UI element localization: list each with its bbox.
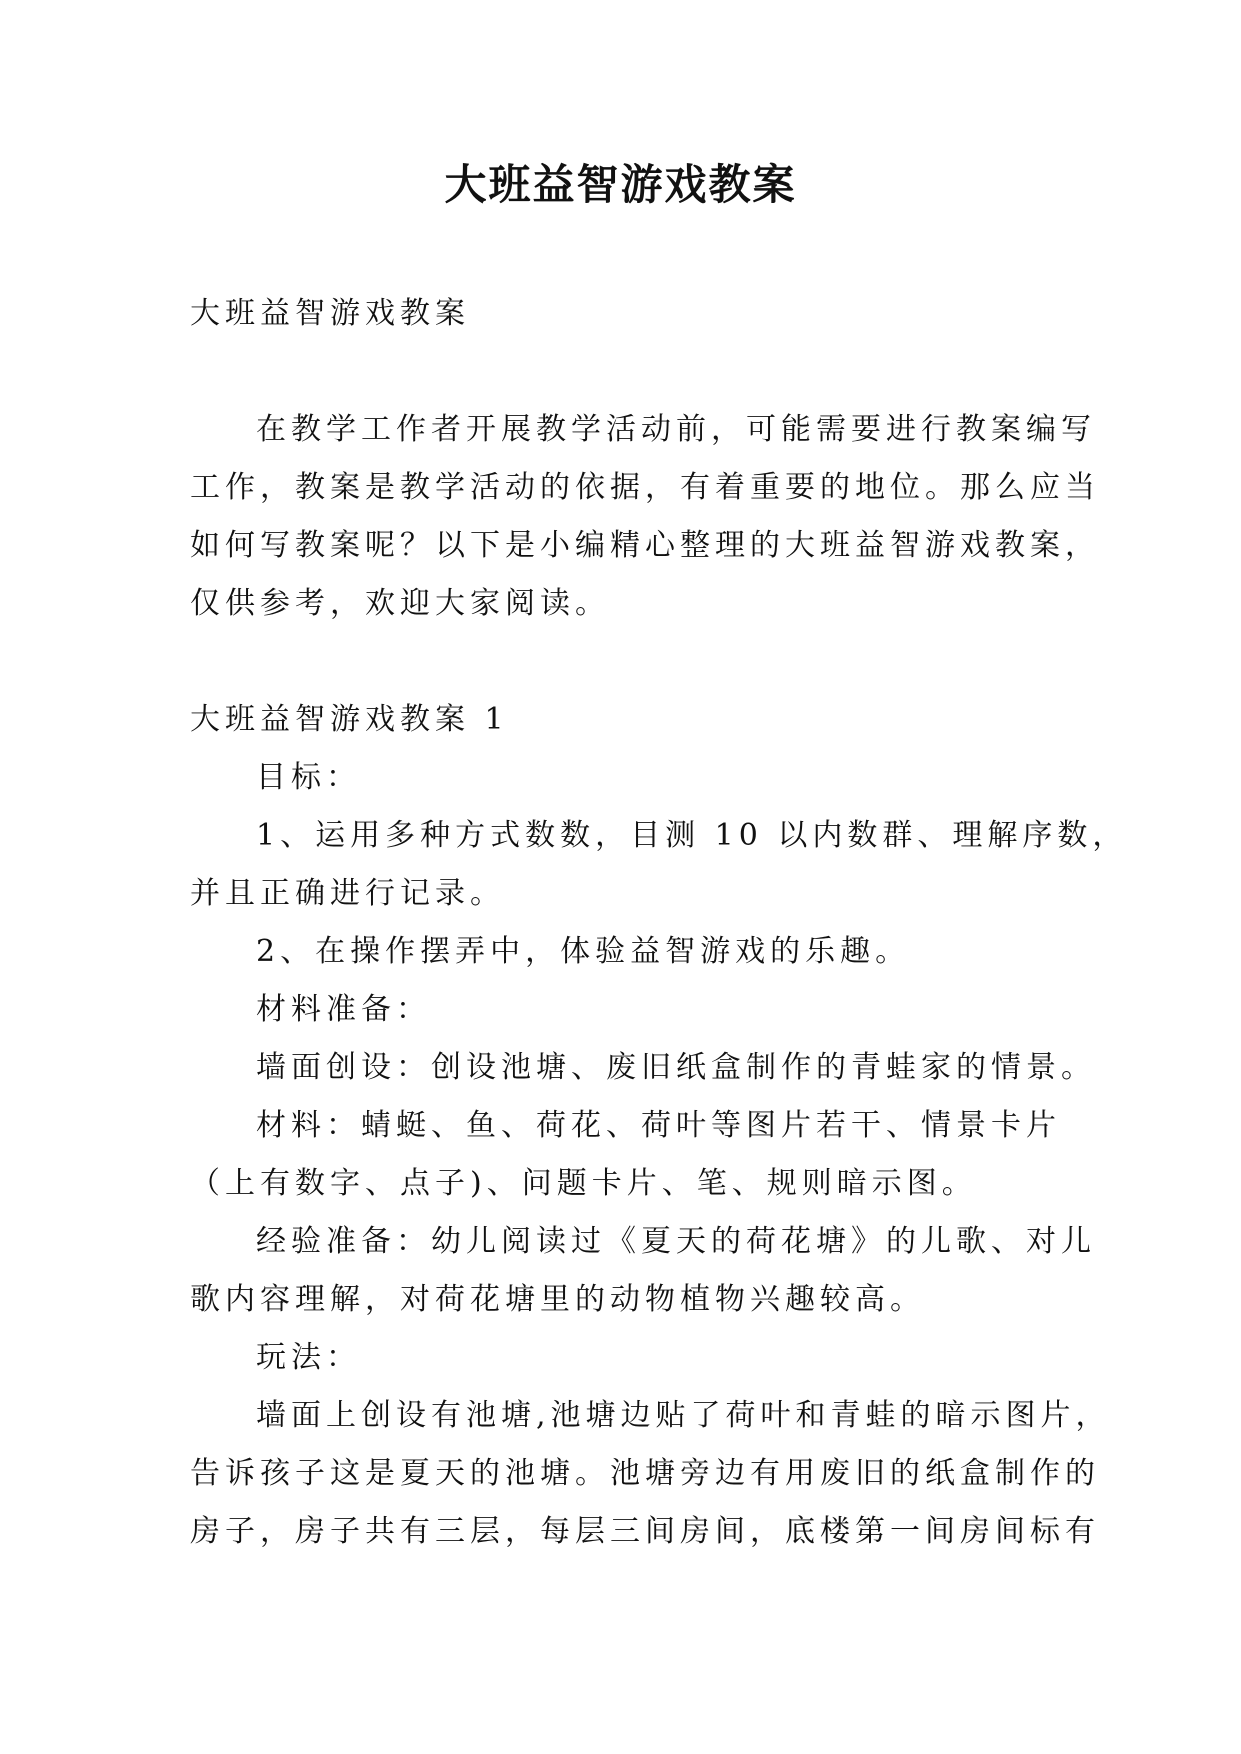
intro-line: 工作，教案是教学活动的依据，有着重要的地位。那么应当 — [190, 470, 1100, 505]
body-line: 材料准备： — [256, 992, 431, 1027]
section-heading: 大班益智游戏教案 1 — [190, 702, 509, 737]
body-line: 1、运用多种方式数数，目测 10 以内数群、理解序数， — [256, 818, 1128, 853]
body-line: （上有数字、点子)、问题卡片、笔、规则暗示图。 — [190, 1166, 977, 1201]
body-line: 经验准备：幼儿阅读过《夏天的荷花塘》的儿歌、对儿 — [256, 1224, 1096, 1259]
intro-line: 仅供参考，欢迎大家阅读。 — [190, 586, 610, 621]
body-line: 并且正确进行记录。 — [190, 876, 505, 911]
body-line: 玩法： — [256, 1340, 361, 1375]
body-line: 墙面创设：创设池塘、废旧纸盒制作的青蛙家的情景。 — [256, 1050, 1096, 1085]
body-line: 房子，房子共有三层，每层三间房间，底楼第一间房间标有 — [190, 1514, 1100, 1549]
intro-line: 如何写教案呢？以下是小编精心整理的大班益智游戏教案， — [190, 528, 1100, 563]
document-title: 大班益智游戏教案 — [444, 160, 797, 209]
body-line: 目标： — [256, 760, 361, 795]
intro-line: 在教学工作者开展教学活动前，可能需要进行教案编写 — [256, 412, 1096, 447]
body-line: 告诉孩子这是夏天的池塘。池塘旁边有用废旧的纸盒制作的 — [190, 1456, 1100, 1491]
body-line: 墙面上创设有池塘,池塘边贴了荷叶和青蛙的暗示图片， — [256, 1398, 1111, 1433]
body-line: 歌内容理解，对荷花塘里的动物植物兴趣较高。 — [190, 1282, 925, 1317]
body-line: 材料：蜻蜓、鱼、荷花、荷叶等图片若干、情景卡片 — [256, 1108, 1061, 1143]
document-subtitle: 大班益智游戏教案 — [190, 296, 470, 331]
body-line: 2、在操作摆弄中，体验益智游戏的乐趣。 — [256, 934, 911, 969]
